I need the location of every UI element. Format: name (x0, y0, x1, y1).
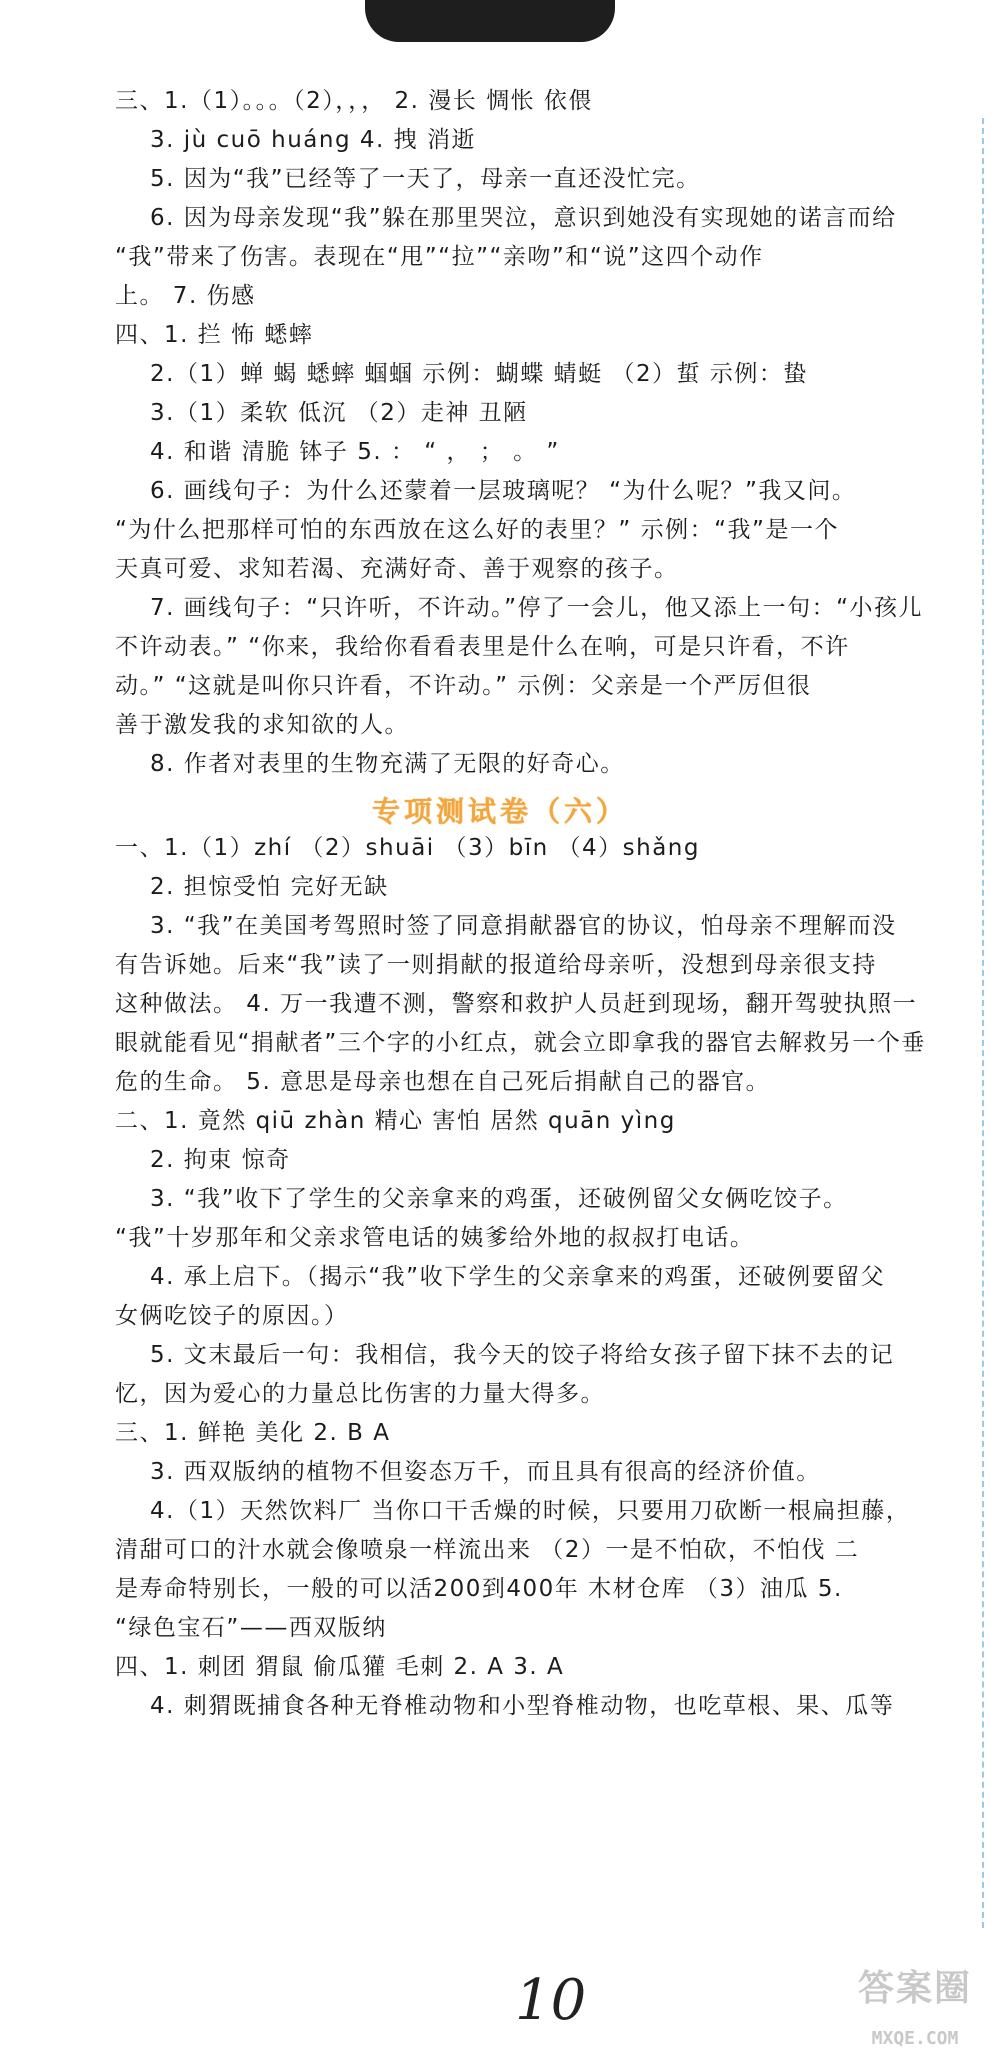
watermark-url: MXQE.COM (871, 2028, 959, 2049)
answer-line: 忆，因为爱心的力量总比伤害的力量大得多。 (115, 1381, 605, 1407)
page-edge-dashed-border (982, 118, 984, 1928)
answer-line: “绿色宝石”——西双版纳 (115, 1615, 387, 1641)
answer-line: “为什么把那样可怕的东西放在这么好的表里？” 示例：“我”是一个 (115, 517, 839, 543)
section-title: 专项测试卷（六） (371, 795, 628, 828)
answer-line: 上。 7. 伤感 (115, 283, 256, 309)
answer-line: 不许动表。” “你来，我给你看看表里是什么在响，可是只许看，不许 (115, 634, 850, 660)
answer-line: 清甜可口的汁水就会像喷泉一样流出来 （2）一是不怕砍，不怕伐 二 (115, 1537, 860, 1563)
answer-line: 2. 担惊受怕 完好无缺 (150, 874, 389, 900)
watermark-logo (840, 1960, 990, 2065)
answer-line: 危的生命。 5. 意思是母亲也想在自己死后捐献自己的器官。 (115, 1069, 771, 1095)
answer-line: 2.（1）蝉 蝎 蟋蟀 蝈蝈 示例：蝴蝶 蜻蜓 （2）蜇 示例：蛰 (150, 361, 808, 387)
answer-line: “我”带来了伤害。表现在“甩”“拉”“亲吻”和“说”这四个动作 (115, 244, 764, 270)
answer-line: 3. “我”收下了学生的父亲拿来的鸡蛋，还破例留父女俩吃饺子。 (150, 1186, 848, 1212)
answer-line: 6. 画线句子：为什么还蒙着一层玻璃呢？ “为什么呢？”我又问。 (150, 478, 857, 504)
answer-line: 二、1. 竟然 qiū zhàn 精心 害怕 居然 quān yìng (115, 1108, 676, 1134)
answer-line: 四、1. 拦 怖 蟋蟀 (115, 322, 314, 348)
answer-line: 3. 西双版纳的植物不但姿态万千，而且具有很高的经济价值。 (150, 1459, 821, 1485)
answer-line: 三、1.（1）。。。（2），，， 2. 漫长 惆怅 依偎 (115, 88, 593, 114)
answer-line: 6. 因为母亲发现“我”躲在那里哭泣，意识到她没有实现她的诺言而给 (150, 205, 897, 231)
answer-line: 动。” “这就是叫你只许看，不许动。” 示例：父亲是一个严厉但很 (115, 673, 812, 699)
answer-line: 4. 承上启下。（揭示“我”收下学生的父亲拿来的鸡蛋，还破例要留父 (150, 1264, 886, 1290)
answer-line: 5. 文末最后一句：我相信，我今天的饺子将给女孩子留下抹不去的记 (150, 1342, 895, 1368)
answer-line: 3.（1）柔软 低沉 （2）走神 丑陋 (150, 400, 528, 426)
answer-line: 3. “我”在美国考驾照时签了同意捐献器官的协议，怕母亲不理解而没 (150, 913, 897, 939)
answer-line: 女俩吃饺子的原因。） (115, 1303, 349, 1329)
answer-line: 2. 拘束 惊奇 (150, 1147, 291, 1173)
answer-line: 一、1.（1）zhí （2）shuāi （3）bīn （4）shǎng (115, 835, 700, 861)
answer-line: 5. 因为“我”已经等了一天了，母亲一直还没忙完。 (150, 166, 701, 192)
answer-line: 4. 刺猬既捕食各种无脊椎动物和小型脊椎动物，也吃草根、果、瓜等 (150, 1693, 895, 1719)
page-number: 10 (515, 1968, 587, 2033)
answer-line: 有告诉她。后来“我”读了一则捐献的报道给母亲听，没想到母亲很支持 (115, 952, 877, 978)
answer-line: 是寿命特别长，一般的可以活200到400年 木材仓库 （3）油瓜 5. (115, 1576, 843, 1602)
answer-line: 4. 和谐 清脆 钵子 5. ： “ ， ； 。 ” (150, 439, 560, 465)
answer-line: 8. 作者对表里的生物充满了无限的好奇心。 (150, 751, 625, 777)
answer-line: “我”十岁那年和父亲求管电话的姨爹给外地的叔叔打电话。 (115, 1225, 755, 1251)
answer-line: 四、1. 刺团 猬鼠 偷瓜獾 毛刺 2. A 3. A (115, 1654, 565, 1680)
answer-line: 眼就能看见“捐献者”三个字的小红点，就会立即拿我的器官去解救另一个垂 (115, 1030, 926, 1056)
answer-line: 善于激发我的求知欲的人。 (115, 712, 409, 738)
answer-line: 7. 画线句子：“只许听，不许动。”停了一会儿，他又添上一句：“小孩儿 (150, 595, 924, 621)
top-tab-decoration (365, 0, 615, 42)
answer-line: 4.（1）天然饮料厂 当你口干舌燥的时候，只要用刀砍断一根扁担藤， (150, 1498, 911, 1524)
watermark-title: 答案圈 (857, 1968, 972, 2009)
answer-line: 这种做法。 4. 万一我遭不测，警察和救护人员赶到现场，翻开驾驶执照一 (115, 991, 918, 1017)
answer-line: 3. jù cuō huáng 4. 拽 消逝 (150, 127, 476, 153)
answer-line: 天真可爱、求知若渴、充满好奇、善于观察的孩子。 (115, 556, 679, 582)
answer-line: 三、1. 鲜艳 美化 2. B A (115, 1420, 391, 1446)
